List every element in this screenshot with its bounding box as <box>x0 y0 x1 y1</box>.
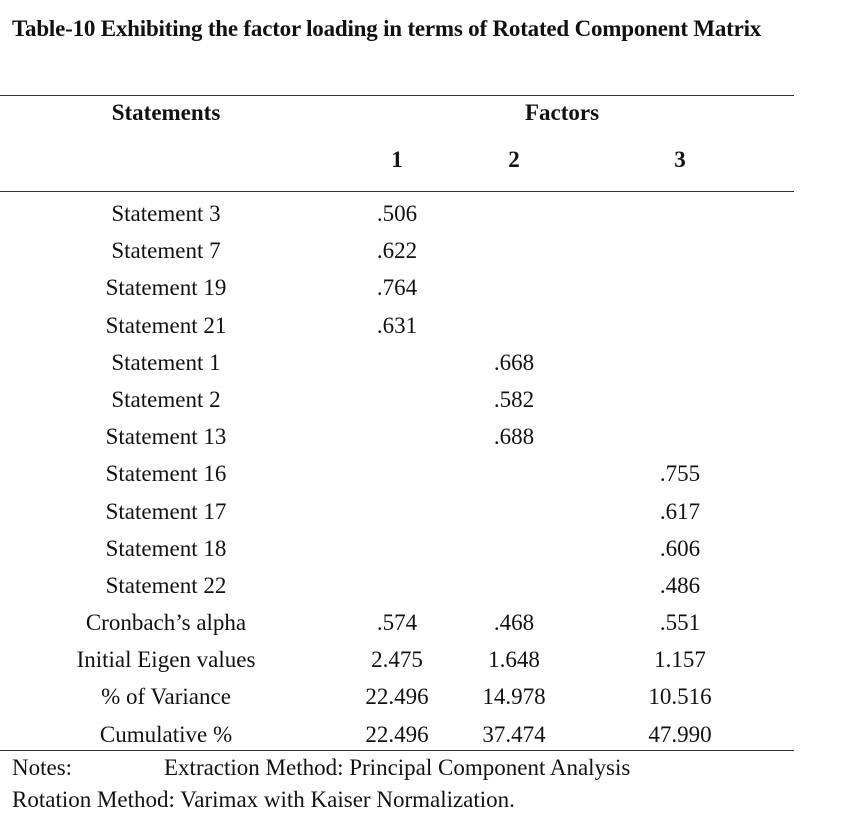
table-top-rule <box>0 95 794 96</box>
table-title: Table-10 Exhibiting the factor loading in terms of Rotated Component Matrix <box>12 16 762 41</box>
factor-2-header: 2 <box>508 147 520 172</box>
row-label: Cronbach’s alpha <box>85 610 247 636</box>
table-row <box>0 495 794 532</box>
row-label: Statement 7 <box>111 238 221 264</box>
row-label: Statement 22 <box>105 572 227 598</box>
table-row <box>0 680 794 717</box>
factor-3-value: .486 <box>659 572 701 598</box>
table-row <box>0 271 794 308</box>
header-bottom-rule <box>0 191 794 192</box>
factor-1-value: .506 <box>376 201 418 226</box>
factor-3-value: 10.516 <box>648 684 712 710</box>
factor-1-value: .622 <box>376 238 418 264</box>
row-label: Statement 1 <box>111 349 221 375</box>
row-label: Statement 2 <box>111 386 221 412</box>
table-row <box>0 346 794 383</box>
table-row <box>0 234 794 271</box>
row-label: Statement 13 <box>105 424 227 450</box>
factor-1-value: 22.496 <box>365 684 429 710</box>
notes-label: Notes: <box>12 755 73 780</box>
factor-3-value: .606 <box>659 535 701 561</box>
row-label: Statement 3 <box>111 201 221 226</box>
row-label: Statement 17 <box>105 498 227 524</box>
table-row <box>0 383 794 420</box>
table-body <box>0 197 794 755</box>
extraction-method-note: Extraction Method: Principal Component Analysis <box>164 755 631 780</box>
table-row <box>0 420 794 457</box>
row-label: % of Variance <box>101 684 231 710</box>
row-label: Statement 16 <box>105 461 227 487</box>
factor-3-value: 1.157 <box>654 647 706 673</box>
table-row <box>0 569 794 606</box>
row-label: Cumulative % <box>99 721 233 747</box>
factor-1-header: 1 <box>391 147 403 172</box>
factor-2-value: .582 <box>493 386 535 412</box>
table-row <box>0 197 794 234</box>
factor-1-value: .764 <box>376 275 418 301</box>
factor-3-value: .755 <box>659 461 701 487</box>
factor-2-value: 37.474 <box>482 721 546 747</box>
factor-1-value: .631 <box>376 312 418 338</box>
statements-header: Statements <box>111 100 221 125</box>
factor-2-value: .688 <box>493 424 535 450</box>
factor-2-value: 1.648 <box>488 647 540 673</box>
row-label: Initial Eigen values <box>76 647 256 673</box>
row-label: Statement 21 <box>105 312 227 338</box>
rotation-method-note: Rotation Method: Varimax with Kaiser Normalization. <box>12 787 515 812</box>
factor-3-value: .551 <box>659 610 701 636</box>
table-row <box>0 532 794 569</box>
factors-header: Factors <box>524 100 600 125</box>
factor-3-header: 3 <box>674 147 686 172</box>
table-bottom-rule <box>0 750 794 751</box>
factor-1-value: 2.475 <box>371 647 423 673</box>
factor-3-value: .617 <box>659 498 701 524</box>
row-label: Statement 19 <box>105 275 227 301</box>
row-label: Statement 18 <box>105 535 227 561</box>
factor-3-value: 47.990 <box>648 721 712 747</box>
factor-2-value: .468 <box>493 610 535 636</box>
factor-2-value: 14.978 <box>482 684 546 710</box>
table-row <box>0 606 794 643</box>
table-row <box>0 309 794 346</box>
factor-2-value: .668 <box>493 349 535 375</box>
notes-extraction-line <box>12 755 630 781</box>
table-row <box>0 643 794 680</box>
factor-1-value: .574 <box>376 610 418 636</box>
factor-1-value: 22.496 <box>365 721 429 747</box>
table-row <box>0 457 794 494</box>
